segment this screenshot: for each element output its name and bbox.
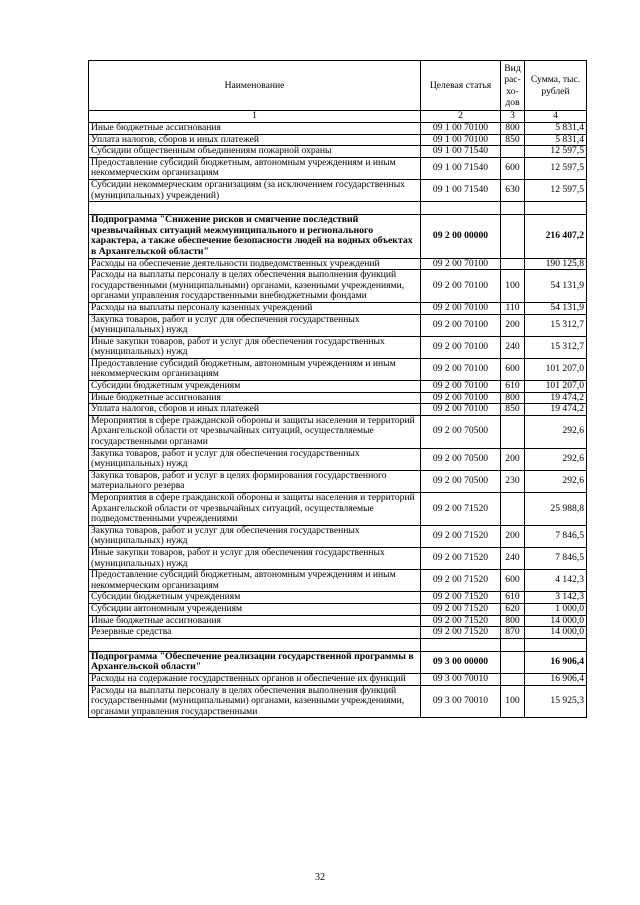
header-expense-type: Вид рас-хо-дов — [501, 61, 525, 111]
row-sum-cell: 14 000,0 — [525, 615, 587, 627]
row-target-article-cell: 09 1 00 70100 — [421, 123, 501, 135]
row-expense-type-cell: 200 — [501, 314, 525, 336]
row-expense-type-cell: 800 — [501, 123, 525, 135]
spacer-cell — [89, 638, 421, 651]
row-expense-type-cell: 800 — [501, 392, 525, 404]
row-expense-type-cell: 600 — [501, 358, 525, 380]
header-target-article: Целевая статья — [421, 61, 501, 111]
table-row — [89, 493, 587, 526]
row-target-article-cell: 09 2 00 71520 — [421, 592, 501, 604]
row-name-cell: Расходы на содержание государственных органов и обеспечение их функций — [89, 673, 421, 685]
row-sum-cell: 292,6 — [525, 415, 587, 448]
row-name-cell: Субсидии автономным учреждениям — [89, 603, 421, 615]
row-sum-cell: 54 131,9 — [525, 302, 587, 314]
table-row — [89, 157, 587, 179]
row-sum-cell: 15 312,7 — [525, 314, 587, 336]
row-sum-cell: 16 906,4 — [525, 651, 587, 673]
table-row — [89, 123, 587, 135]
row-expense-type-cell: 100 — [501, 685, 525, 718]
table-row — [89, 627, 587, 639]
spacer-cell — [421, 202, 501, 215]
row-target-article-cell: 09 2 00 00000 — [421, 215, 501, 258]
table-row — [89, 448, 587, 470]
row-name-cell: Иные бюджетные ассигнования — [89, 615, 421, 627]
row-target-article-cell: 09 1 00 71540 — [421, 157, 501, 179]
row-name-cell: Предоставление субсидий бюджетным, автономным учреждениям и иным некоммерческим организациям — [89, 157, 421, 179]
row-sum-cell: 19 474,2 — [525, 404, 587, 416]
row-target-article-cell: 09 2 00 70100 — [421, 314, 501, 336]
column-number-1: 1 — [89, 111, 421, 123]
table-row — [89, 525, 587, 547]
table-row — [89, 381, 587, 393]
row-name-cell: Закупка товаров, работ и услуг в целях формирования государственного материального резерва — [89, 470, 421, 492]
row-name-cell: Закупка товаров, работ и услуг для обеспечения государственных (муниципальных) нужд — [89, 314, 421, 336]
row-expense-type-cell: 200 — [501, 448, 525, 470]
table-row — [89, 547, 587, 569]
row-target-article-cell: 09 2 00 70100 — [421, 302, 501, 314]
table-row — [89, 470, 587, 492]
row-sum-cell: 292,6 — [525, 448, 587, 470]
spacer-cell — [501, 202, 525, 215]
row-sum-cell: 25 988,8 — [525, 493, 587, 526]
row-name-cell: Предоставление субсидий бюджетным, автономным учреждениям и иным некоммерческим организациям — [89, 570, 421, 592]
table-row — [89, 392, 587, 404]
row-target-article-cell: 09 2 00 70500 — [421, 415, 501, 448]
row-expense-type-cell: 850 — [501, 404, 525, 416]
table-header-row — [89, 61, 587, 111]
header-name: Наименование — [89, 61, 421, 111]
row-name-cell: Уплата налогов, сборов и иных платежей — [89, 134, 421, 146]
table-row — [89, 314, 587, 336]
row-name-cell: Мероприятия в сфере гражданской обороны и защиты населения и территорий Архангельской области от чрезвычайных ситуаций, осуществляемые подведомственными учреждениями — [89, 493, 421, 526]
row-sum-cell: 1 000,0 — [525, 603, 587, 615]
row-target-article-cell: 09 2 00 71520 — [421, 525, 501, 547]
row-expense-type-cell: 600 — [501, 157, 525, 179]
row-sum-cell: 216 407,2 — [525, 215, 587, 258]
table-row — [89, 358, 587, 380]
row-target-article-cell: 09 2 00 70100 — [421, 381, 501, 393]
row-target-article-cell: 09 1 00 71540 — [421, 146, 501, 158]
row-sum-cell: 101 207,0 — [525, 381, 587, 393]
row-name-cell: Субсидии бюджетным учреждениям — [89, 381, 421, 393]
row-target-article-cell: 09 2 00 71520 — [421, 547, 501, 569]
row-name-cell: Иные бюджетные ассигнования — [89, 392, 421, 404]
row-sum-cell: 4 142,3 — [525, 570, 587, 592]
row-target-article-cell: 09 2 00 70100 — [421, 392, 501, 404]
table-row — [89, 603, 587, 615]
table-row — [89, 302, 587, 314]
table-row — [89, 179, 587, 201]
row-target-article-cell: 09 2 00 70100 — [421, 270, 501, 303]
row-name-cell: Закупка товаров, работ и услуг для обеспечения государственных (муниципальных) нужд — [89, 525, 421, 547]
row-name-cell: Расходы на выплаты персоналу в целях обеспечения выполнения функций государственными (муниципальными) органами, казенными учреждениями, органами управления государственными — [89, 685, 421, 718]
row-expense-type-cell: 240 — [501, 336, 525, 358]
row-sum-cell: 12 597,5 — [525, 146, 587, 158]
row-sum-cell: 7 846,5 — [525, 547, 587, 569]
row-name-cell: Подпрограмма "Снижение рисков и смягчение последствий чрезвычайных ситуаций межмуниципального и регионального характера, а также обеспечение безопасности людей на водных объектах в Архангельской области" — [89, 215, 421, 258]
table-row — [89, 673, 587, 685]
row-target-article-cell: 09 2 00 70100 — [421, 336, 501, 358]
row-expense-type-cell: 110 — [501, 302, 525, 314]
table-row — [89, 685, 587, 718]
row-name-cell: Иные бюджетные ассигнования — [89, 123, 421, 135]
table-row — [89, 258, 587, 270]
row-name-cell: Расходы на выплаты персоналу казенных учреждений — [89, 302, 421, 314]
table-row — [89, 336, 587, 358]
row-target-article-cell: 09 2 00 71520 — [421, 570, 501, 592]
row-sum-cell: 16 906,4 — [525, 673, 587, 685]
row-target-article-cell: 09 2 00 71520 — [421, 615, 501, 627]
row-sum-cell: 14 000,0 — [525, 627, 587, 639]
row-expense-type-cell: 200 — [501, 525, 525, 547]
row-target-article-cell: 09 3 00 70010 — [421, 673, 501, 685]
table-row — [89, 615, 587, 627]
column-number-3: 3 — [501, 111, 525, 123]
row-target-article-cell: 09 2 00 71520 — [421, 627, 501, 639]
table-row — [89, 415, 587, 448]
row-name-cell: Расходы на выплаты персоналу в целях обеспечения выполнения функций государственными (муниципальными) органами, казенными учреждениями, органами управления государственными внебюджетными фондами — [89, 270, 421, 303]
budget-table — [88, 60, 587, 718]
row-target-article-cell: 09 3 00 70010 — [421, 685, 501, 718]
table-row — [89, 146, 587, 158]
row-target-article-cell: 09 1 00 70100 — [421, 134, 501, 146]
table-row — [89, 404, 587, 416]
spacer-cell — [501, 638, 525, 651]
row-expense-type-cell: 230 — [501, 470, 525, 492]
subprogram-row — [89, 651, 587, 673]
row-expense-type-cell: 630 — [501, 179, 525, 201]
subprogram-row — [89, 215, 587, 258]
column-number-2: 2 — [421, 111, 501, 123]
row-expense-type-cell — [501, 493, 525, 526]
header-sum: Сумма, тыс. рублей — [525, 61, 587, 111]
row-name-cell: Мероприятия в сфере гражданской обороны и защиты населения и территорий Архангельской области от чрезвычайных ситуаций, осуществляемые государственными органами — [89, 415, 421, 448]
row-expense-type-cell: 850 — [501, 134, 525, 146]
spacer-cell — [421, 638, 501, 651]
row-expense-type-cell — [501, 651, 525, 673]
row-expense-type-cell — [501, 415, 525, 448]
spacer-row — [89, 202, 587, 215]
row-name-cell: Иные закупки товаров, работ и услуг для обеспечения государственных (муниципальных) нужд — [89, 547, 421, 569]
row-target-article-cell: 09 1 00 71540 — [421, 179, 501, 201]
table-row — [89, 270, 587, 303]
row-sum-cell: 3 142,3 — [525, 592, 587, 604]
row-expense-type-cell — [501, 673, 525, 685]
row-target-article-cell: 09 2 00 70100 — [421, 358, 501, 380]
row-sum-cell: 5 831,4 — [525, 123, 587, 135]
row-name-cell: Предоставление субсидий бюджетным, автономным учреждениям и иным некоммерческим организациям — [89, 358, 421, 380]
row-target-article-cell: 09 2 00 70100 — [421, 404, 501, 416]
row-expense-type-cell: 870 — [501, 627, 525, 639]
row-expense-type-cell: 800 — [501, 615, 525, 627]
column-number-4: 4 — [525, 111, 587, 123]
spacer-cell — [525, 638, 587, 651]
row-expense-type-cell: 610 — [501, 381, 525, 393]
table-row — [89, 592, 587, 604]
row-sum-cell: 5 831,4 — [525, 134, 587, 146]
row-target-article-cell: 09 2 00 70500 — [421, 470, 501, 492]
row-expense-type-cell: 240 — [501, 547, 525, 569]
row-name-cell: Подпрограмма "Обеспечение реализации государственной программы в Архангельской области" — [89, 651, 421, 673]
row-sum-cell: 15 925,3 — [525, 685, 587, 718]
row-target-article-cell: 09 3 00 00000 — [421, 651, 501, 673]
row-name-cell: Субсидии общественным объединениям пожарной охраны — [89, 146, 421, 158]
table-row — [89, 134, 587, 146]
spacer-row — [89, 638, 587, 651]
row-sum-cell: 292,6 — [525, 470, 587, 492]
row-target-article-cell: 09 2 00 70100 — [421, 258, 501, 270]
row-name-cell: Иные закупки товаров, работ и услуг для обеспечения государственных (муниципальных) нужд — [89, 336, 421, 358]
row-name-cell: Расходы на обеспечение деятельности подведомственных учреждений — [89, 258, 421, 270]
row-sum-cell: 12 597,5 — [525, 157, 587, 179]
row-target-article-cell: 09 2 00 71520 — [421, 493, 501, 526]
row-expense-type-cell: 620 — [501, 603, 525, 615]
spacer-cell — [89, 202, 421, 215]
row-sum-cell: 15 312,7 — [525, 336, 587, 358]
table-row — [89, 570, 587, 592]
row-expense-type-cell: 600 — [501, 570, 525, 592]
row-expense-type-cell — [501, 146, 525, 158]
column-number-row — [89, 111, 587, 123]
page-number: 32 — [315, 872, 325, 883]
row-sum-cell: 7 846,5 — [525, 525, 587, 547]
budget-table-container — [88, 60, 586, 718]
spacer-cell — [525, 202, 587, 215]
row-sum-cell: 101 207,0 — [525, 358, 587, 380]
row-name-cell: Резервные средства — [89, 627, 421, 639]
row-sum-cell: 19 474,2 — [525, 392, 587, 404]
row-expense-type-cell — [501, 215, 525, 258]
row-name-cell: Субсидии бюджетным учреждениям — [89, 592, 421, 604]
row-target-article-cell: 09 2 00 71520 — [421, 603, 501, 615]
row-sum-cell: 54 131,9 — [525, 270, 587, 303]
row-expense-type-cell: 100 — [501, 270, 525, 303]
row-name-cell: Уплата налогов, сборов и иных платежей — [89, 404, 421, 416]
row-target-article-cell: 09 2 00 70500 — [421, 448, 501, 470]
row-name-cell: Субсидии некоммерческим организациям (за исключением государственных (муниципальных) учреждений) — [89, 179, 421, 201]
row-name-cell: Закупка товаров, работ и услуг для обеспечения государственных (муниципальных) нужд — [89, 448, 421, 470]
row-sum-cell: 190 125,8 — [525, 258, 587, 270]
row-expense-type-cell — [501, 258, 525, 270]
row-sum-cell: 12 597,5 — [525, 179, 587, 201]
row-expense-type-cell: 610 — [501, 592, 525, 604]
